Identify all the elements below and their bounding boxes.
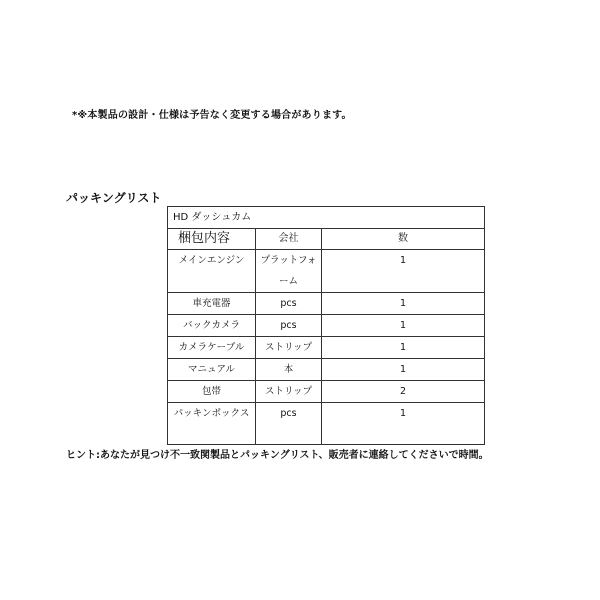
row-item: 車充電器: [168, 293, 256, 315]
row-item: 包帯: [168, 381, 256, 403]
row-item: バックカメラ: [168, 315, 256, 337]
section-title: パッキングリスト: [66, 191, 162, 205]
row-item: パッキンボックス: [168, 403, 256, 445]
row-unit: pcs: [256, 315, 322, 337]
row-qty: 1: [322, 337, 485, 359]
header-qty: 数: [322, 229, 485, 250]
row-qty: 1: [322, 359, 485, 381]
row-item: カメラケーブル: [168, 337, 256, 359]
row-unit: pcs: [256, 293, 322, 315]
row-unit: ストリップ: [256, 337, 322, 359]
table-row: [168, 337, 485, 359]
row-unit: ストリップ: [256, 381, 322, 403]
table-row: [168, 381, 485, 403]
row-qty: 1: [322, 250, 485, 293]
row-item: メインエンジン: [168, 250, 256, 293]
table-row: [168, 403, 485, 445]
header-unit: 会社: [256, 229, 322, 250]
table-title: HD ダッシュカム: [168, 207, 485, 229]
row-qty: 1: [322, 403, 485, 445]
table-row: [168, 250, 485, 293]
hint-text: ヒント:あなたが見つけ不一致関製品とパッキングリスト、販売者に連絡してくださいで時間。: [66, 450, 489, 461]
notice-text: *※本製品の設計・仕様は予告なく変更する場合があります。: [72, 110, 352, 121]
table-row: [168, 315, 485, 337]
row-unit: pcs: [256, 403, 322, 445]
table-header-row: [168, 229, 485, 250]
header-contents: 梱包内容: [168, 229, 256, 250]
row-item: マニュアル: [168, 359, 256, 381]
row-qty: 1: [322, 293, 485, 315]
row-qty: 1: [322, 315, 485, 337]
row-unit: 本: [256, 359, 322, 381]
table-row: [168, 359, 485, 381]
row-unit: プラットフォーム: [256, 250, 322, 293]
row-qty: 2: [322, 381, 485, 403]
table-row: [168, 293, 485, 315]
packing-list-table: [167, 206, 485, 445]
